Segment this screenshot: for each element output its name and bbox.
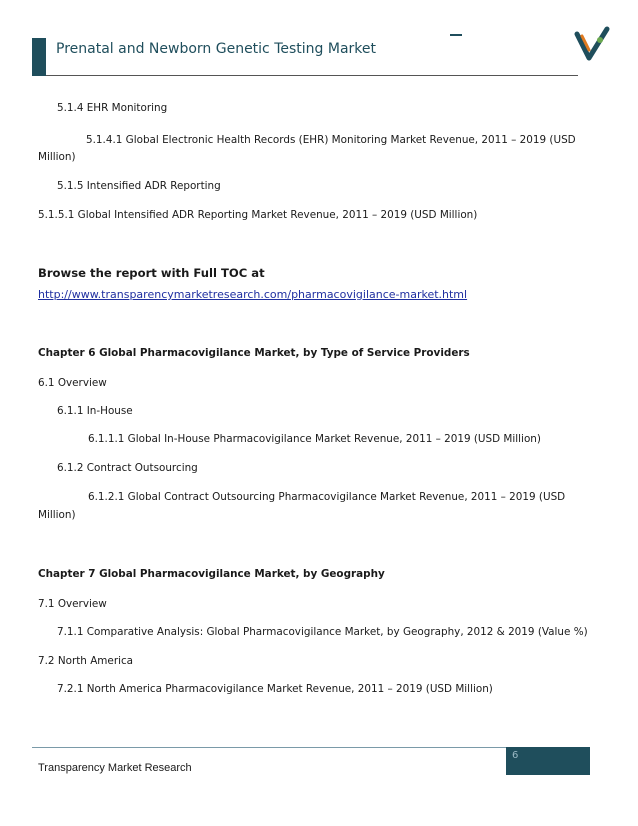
toc-entry: 7.2.1 North America Pharmacovigilance Market Revenue, 2011 – 2019 (USD Million) xyxy=(57,683,493,695)
header-dash xyxy=(450,34,462,36)
toc-entry: 5.1.5.1 Global Intensified ADR Reporting Market Revenue, 2011 – 2019 (USD Million) xyxy=(38,209,478,221)
company-logo-icon xyxy=(574,26,610,62)
footer-page-box xyxy=(506,747,590,775)
toc-entry: 5.1.4.1 Global Electronic Health Records (EHR) Monitoring Market Revenue, 2011 – 2019 (USD xyxy=(86,134,576,146)
toc-entry: 6.1 Overview xyxy=(38,377,107,389)
toc-entry: 6.1.1.1 Global In-House Pharmacovigilance Market Revenue, 2011 – 2019 (USD Million) xyxy=(88,433,541,445)
browse-toc-heading: Browse the report with Full TOC at xyxy=(38,266,265,280)
header-divider xyxy=(46,75,578,76)
toc-entry: 6.1.2.1 Global Contract Outsourcing Pharmacovigilance Market Revenue, 2011 – 2019 (USD xyxy=(88,491,566,503)
toc-entry: 6.1.2 Contract Outsourcing xyxy=(57,462,198,474)
toc-entry: 7.1 Overview xyxy=(38,598,107,610)
footer-company: Transparency Market Research xyxy=(38,762,192,774)
chapter-heading: Chapter 7 Global Pharmacovigilance Market, by Geography xyxy=(38,568,385,580)
toc-entry: 6.1.1 In-House xyxy=(57,405,133,417)
page-number: 6 xyxy=(512,750,519,761)
chapter-heading: Chapter 6 Global Pharmacovigilance Market, by Type of Service Providers xyxy=(38,347,470,359)
toc-entry-continued: Million) xyxy=(38,509,76,521)
page-header-title: Prenatal and Newborn Genetic Testing Market xyxy=(56,41,376,57)
toc-entry: 5.1.4 EHR Monitoring xyxy=(57,102,168,114)
toc-entry: 5.1.5 Intensified ADR Reporting xyxy=(57,180,221,192)
header-accent-bar xyxy=(32,38,46,76)
toc-entry: 7.2 North America xyxy=(38,655,134,667)
report-link[interactable]: http://www.transparencymarketresearch.com/pharmacovigilance-market.html xyxy=(38,288,468,301)
toc-entry: 7.1.1 Comparative Analysis: Global Pharmacovigilance Market, by Geography, 2012 & 2019 (Value %) xyxy=(57,626,588,638)
toc-entry-continued: Million) xyxy=(38,151,76,163)
footer-divider xyxy=(32,747,506,748)
